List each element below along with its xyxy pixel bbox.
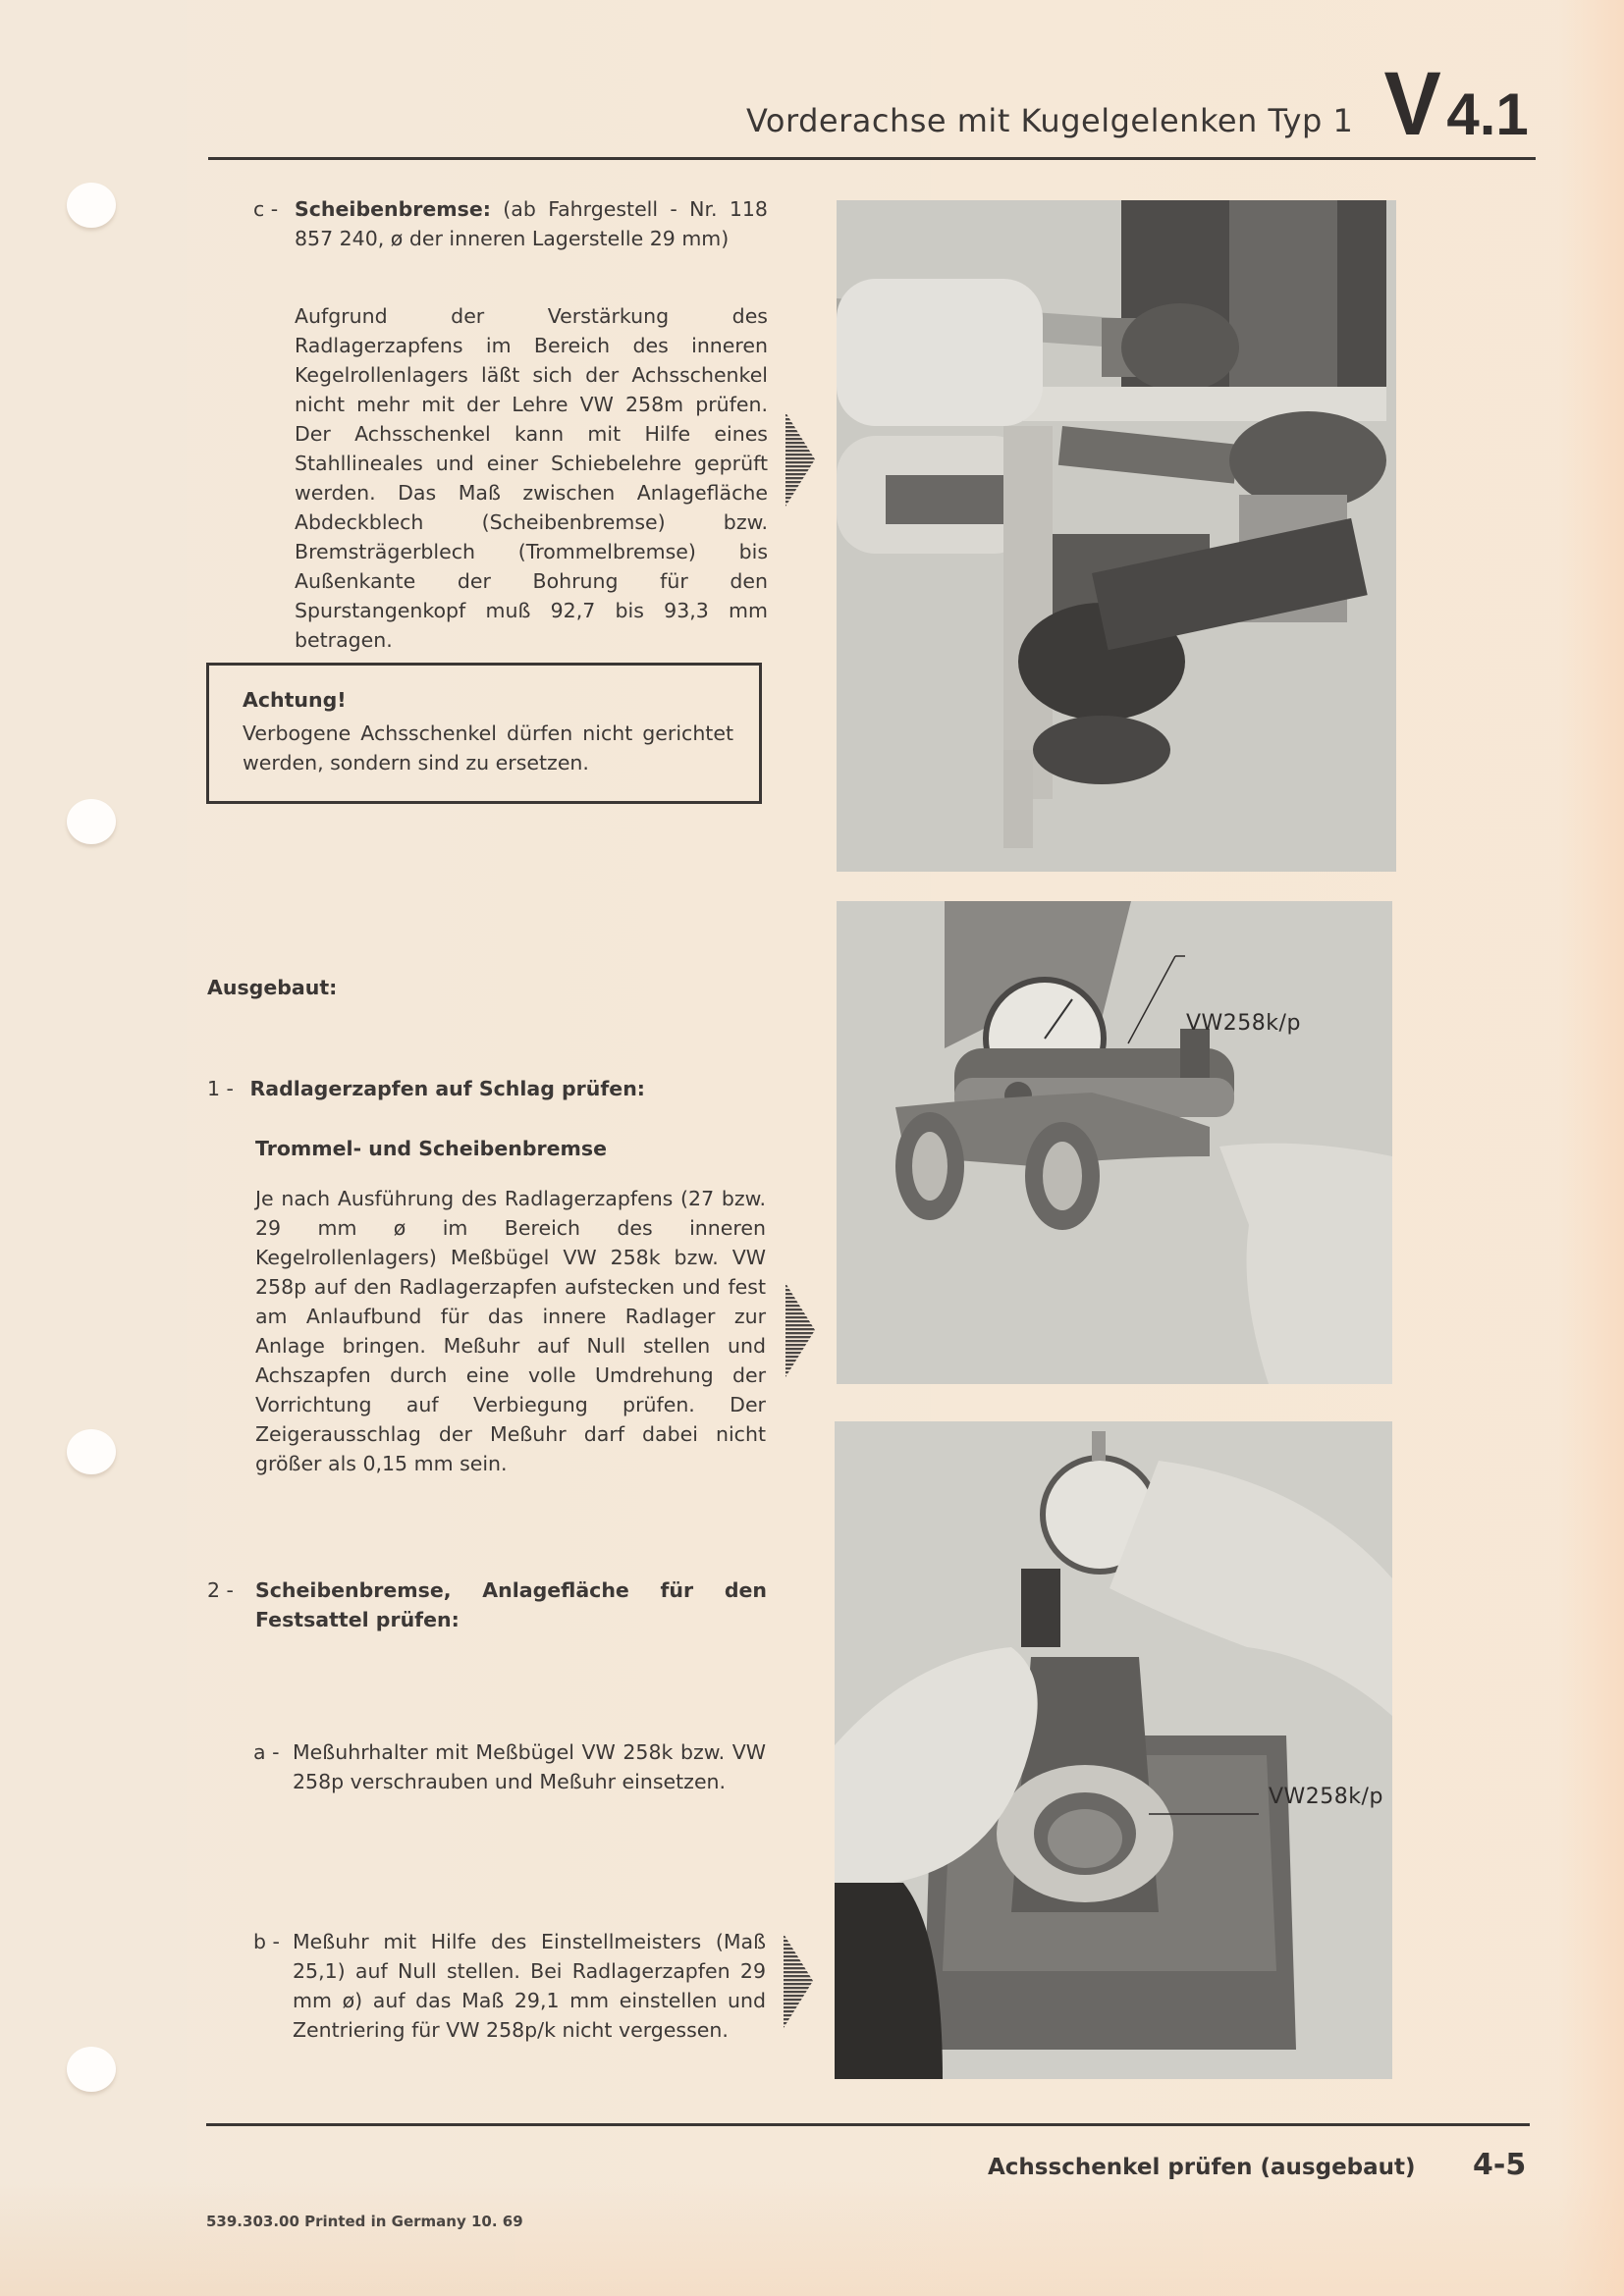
step2-sub-b-body: Meßuhr mit Hilfe des Einstellmeisters (Maß 25,1) auf Null stellen. Bei Radlagerzapfen 29 mm ø) auf das Maß 29,1 mm einstellen und Zentriering für VW 258p/k nicht vergessen. <box>293 1930 766 2042</box>
dial-gauge-journal-image <box>837 901 1392 1384</box>
header-rule <box>208 157 1536 160</box>
pointer-arrow-icon <box>784 1281 817 1379</box>
notice-title: Achtung! <box>243 688 347 712</box>
punch-hole <box>67 2047 116 2092</box>
step2-sub-a <box>253 1737 766 1796</box>
step1-heading: Radlagerzapfen auf Schlag prüfen: <box>249 1077 645 1100</box>
footer-rule <box>206 2123 1530 2126</box>
notice-box <box>206 663 762 804</box>
section-c-prefix: c - <box>253 197 279 221</box>
setting-master-image <box>835 1421 1392 2079</box>
section-c-heading-rest: (ab Fahrgestell - Nr. 118 857 240, ø der inneren Lagerstelle 29 mm) <box>295 197 768 250</box>
section-c-heading: Scheibenbremse: <box>295 197 491 221</box>
step1-subheading: Trommel- und Scheibenbremse <box>255 1137 607 1160</box>
section-c-heading-line <box>295 194 768 253</box>
page-number: 4-5 <box>1473 2148 1527 2182</box>
step1-number: 1 - <box>207 1077 234 1100</box>
section-code <box>1382 54 1529 154</box>
figure-3-photo <box>835 1421 1392 2079</box>
step1-body: Je nach Ausführung des Radlagerzapfens (27 bzw. 29 mm ø im Bereich des inneren Kegelrollenlagers) Meßbügel VW 258k bzw. VW 258p auf den Radlagerzapfen aufstecken und fest am Anlaufbund für das innere Radlager zur Anlage bringen. Meßuhr auf Null stellen und Achszapfen durch eine volle Umdrehung der Vorrichtung auf Verbiegung prüfen. Der Zeigerausschlag der Meßuhr darf dabei nicht größer als 0,15 mm sein. <box>255 1187 766 1475</box>
section-number: 4.1 <box>1446 81 1529 147</box>
pointer-arrow-icon <box>782 1932 815 2030</box>
knuckle-caliper-image <box>837 200 1396 872</box>
footer-title: Achsschenkel prüfen (ausgebaut) <box>988 2155 1416 2180</box>
figure-2-callout: VW258k/p <box>1186 1011 1301 1036</box>
punch-hole <box>67 799 116 844</box>
step2-number: 2 - <box>207 1578 234 1602</box>
step2-heading-row <box>207 1575 767 1634</box>
punch-hole <box>67 1429 116 1474</box>
page-header-title: Vorderachse mit Kugelgelenken Typ 1 <box>746 102 1354 139</box>
step2-sub-b-prefix: b - <box>253 1930 280 1953</box>
figure-2-photo <box>837 901 1392 1384</box>
figure-3-callout: VW258k/p <box>1269 1785 1383 1809</box>
section-letter: V <box>1383 54 1441 154</box>
print-info: 539.303.00 Printed in Germany 10. 69 <box>206 2213 523 2230</box>
step2-sub-b <box>253 1927 766 2045</box>
step2-sub-a-prefix: a - <box>253 1740 280 1764</box>
step2-heading: Scheibenbremse, Anlagefläche für den Festsattel prüfen: <box>255 1578 767 1631</box>
removed-heading: Ausgebaut: <box>207 976 338 999</box>
notice-body: Verbogene Achsschenkel dürfen nicht gerichtet werden, sondern sind zu ersetzen. <box>243 721 733 774</box>
step1-heading-row <box>207 1074 767 1103</box>
step2-sub-a-body: Meßuhrhalter mit Meßbügel VW 258k bzw. VW 258p verschrauben und Meßuhr einsetzen. <box>293 1740 766 1793</box>
punch-hole <box>67 183 116 228</box>
section-c-body: Aufgrund der Verstärkung des Radlagerzapfens im Bereich des inneren Kegelrollenlagers läßt sich der Achsschenkel nicht mehr mit der Lehre VW 258m prüfen. Der Achsschenkel kann mit Hilfe eines Stahllineales und einer Schiebelehre geprüft werden. Das Maß zwischen Anlagefläche Abdeckblech (Scheibenbremse) bzw. Bremsträgerblech (Trommelbremse) bis Außenkante der Bohrung für den Spurstangenkopf muß 92,7 bis 93,3 mm betragen. <box>295 304 768 652</box>
section-c <box>253 194 768 253</box>
figure-1-photo <box>837 200 1396 872</box>
pointer-arrow-icon <box>784 410 817 508</box>
